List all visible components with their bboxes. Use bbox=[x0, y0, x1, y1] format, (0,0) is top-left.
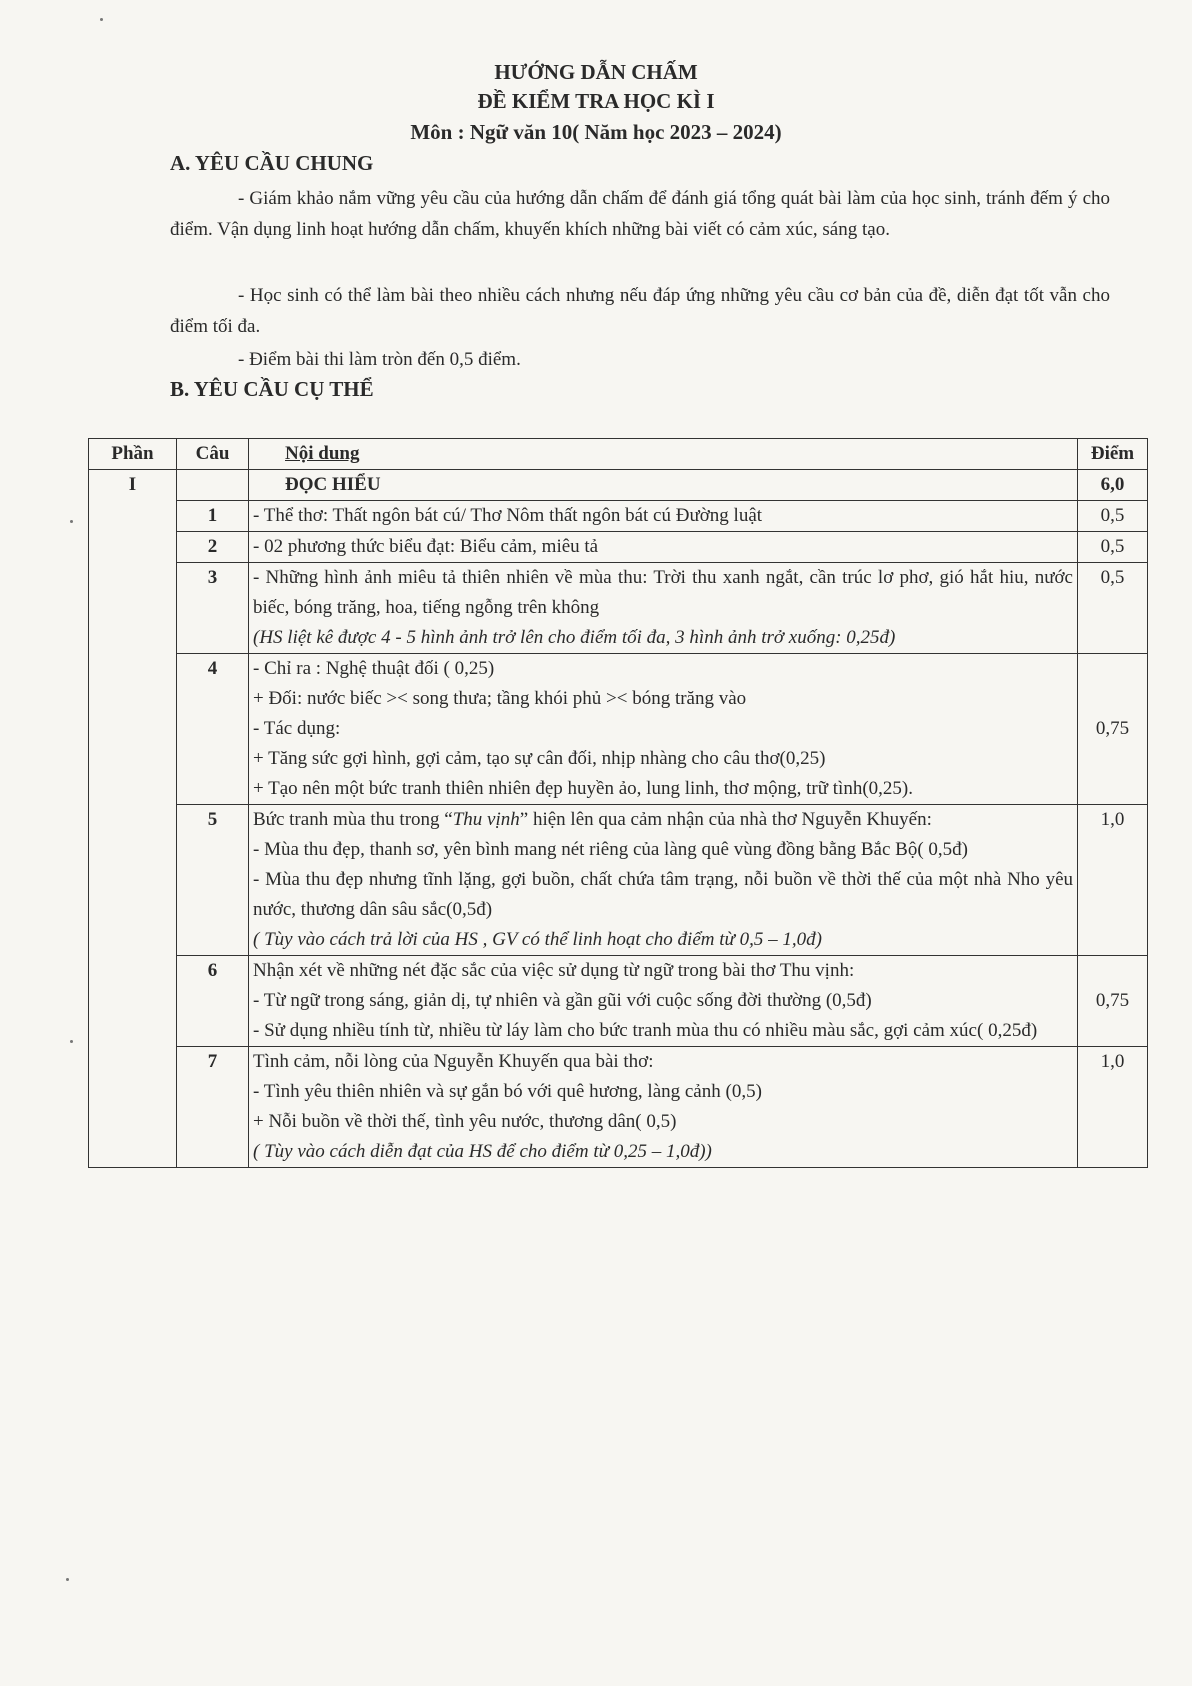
table-row bbox=[89, 532, 1148, 563]
intro-text-a: Bức tranh mùa thu trong “ bbox=[253, 809, 453, 830]
question-score: 1,0 bbox=[1078, 1047, 1148, 1168]
answer-content bbox=[249, 563, 1078, 654]
scan-speck bbox=[100, 18, 103, 21]
answer-line: + Tạo nên một bức tranh thiên nhiên đẹp huyền ảo, lung linh, thơ mộng, trữ tình(0,25). bbox=[253, 778, 913, 799]
header-diem: Điểm bbox=[1078, 439, 1148, 470]
header-phan: Phần bbox=[89, 439, 177, 470]
question-number: 1 bbox=[177, 501, 249, 532]
question-score: 0,5 bbox=[1078, 501, 1148, 532]
answer-line: + Tăng sức gợi hình, gợi cảm, tạo sự cân đối, nhịp nhàng cho câu thơ(0,25) bbox=[253, 748, 826, 769]
answer-line: - Sử dụng nhiều tính từ, nhiều từ láy làm cho bức tranh mùa thu có nhiều màu sắc, gợi cảm xúc( 0,25đ) bbox=[253, 1020, 1038, 1041]
table-row bbox=[89, 501, 1148, 532]
intro-text-b: ” hiện lên qua cảm nhận của nhà thơ Nguyễn Khuyến: bbox=[519, 809, 932, 830]
answer-content bbox=[249, 1047, 1078, 1168]
poem-title: Thu vịnh bbox=[452, 809, 520, 830]
answer-line: - Tình yêu thiên nhiên và sự gắn bó với quê hương, làng cảnh (0,5) bbox=[253, 1081, 762, 1102]
answer-line: - Mùa thu đẹp nhưng tĩnh lặng, gợi buồn, chất chứa tâm trạng, nỗi buồn về thời thế của một nhà Nho yêu nước, thương dân sâu sắc(0,5đ) bbox=[253, 869, 1073, 920]
answer-line: - Mùa thu đẹp, thanh sơ, yên bình mang nét riêng của làng quê vùng đồng bằng Bắc Bộ( 0,5đ) bbox=[253, 839, 969, 860]
doc-subtitle: ĐỀ KIỂM TRA HỌC KÌ I bbox=[477, 89, 715, 113]
answer-line: Nhận xét về những nét đặc sắc của việc sử dụng từ ngữ trong bài thơ Thu vịnh: bbox=[253, 960, 855, 981]
section-a-paragraph-2: - Học sinh có thể làm bài theo nhiều cách nhưng nếu đáp ứng những yêu cầu cơ bản của đề, diễn đạt tốt vẫn cho điểm tối đa. bbox=[170, 285, 1110, 337]
answer-line: - 02 phương thức biểu đạt: Biểu cảm, miêu tả bbox=[253, 536, 599, 557]
question-number: 3 bbox=[177, 563, 249, 654]
grading-note: ( Tùy vào cách diễn đạt của HS để cho điểm từ 0,25 – 1,0đ)) bbox=[253, 1141, 712, 1162]
section-title: ĐỌC HIỂU bbox=[249, 470, 1078, 501]
answer-line: - Từ ngữ trong sáng, giản dị, tự nhiên và gần gũi với cuộc sống đời thường (0,5đ) bbox=[253, 990, 872, 1011]
scan-speck bbox=[70, 520, 73, 523]
table-row bbox=[89, 956, 1148, 1047]
section-a-paragraph-3: - Điểm bài thi làm tròn đến 0,5 điểm. bbox=[238, 349, 521, 370]
answer-line: + Đối: nước biếc >< song thưa; tầng khói phủ >< bóng trăng vào bbox=[253, 688, 747, 709]
table-row bbox=[89, 805, 1148, 956]
doc-subject: Môn : Ngữ văn 10( Năm học 2023 – 2024) bbox=[410, 120, 782, 144]
section-score: 6,0 bbox=[1078, 470, 1148, 501]
section-b-heading: B. YÊU CẦU CỤ THỂ bbox=[170, 377, 374, 401]
question-number: 6 bbox=[177, 956, 249, 1047]
question-score: 0,75 bbox=[1078, 956, 1148, 1047]
table-row-section bbox=[89, 470, 1148, 501]
header-noidung: Nội dung bbox=[249, 439, 1078, 470]
question-score: 1,0 bbox=[1078, 805, 1148, 956]
empty-cell bbox=[177, 470, 249, 501]
doc-title: HƯỚNG DẪN CHẤM bbox=[494, 60, 698, 84]
scan-speck bbox=[70, 1040, 73, 1043]
grading-note: (HS liệt kê được 4 - 5 hình ảnh trở lên cho điểm tối đa, 3 hình ảnh trở xuống: 0,25đ) bbox=[253, 627, 896, 648]
table-row bbox=[89, 563, 1148, 654]
answer-line: + Nỗi buồn về thời thế, tình yêu nước, thương dân( 0,5) bbox=[253, 1111, 677, 1132]
answer-content bbox=[249, 805, 1078, 956]
question-number: 4 bbox=[177, 654, 249, 805]
answer-line: Tình cảm, nỗi lòng của Nguyễn Khuyến qua bài thơ: bbox=[253, 1051, 654, 1072]
section-a-paragraph-1: - Giám khảo nắm vững yêu cầu của hướng dẫn chấm để đánh giá tổng quát bài làm của học sinh, tránh đếm ý cho điểm. Vận dụng linh hoạt hướng dẫn chấm, khuyến khích những bài viết có cảm xúc, sáng tạo. bbox=[170, 188, 1110, 240]
answer-line: - Tác dụng: bbox=[253, 718, 341, 739]
question-number: 7 bbox=[177, 1047, 249, 1168]
table-header-row bbox=[89, 439, 1148, 470]
answer-content bbox=[249, 501, 1078, 532]
scan-speck bbox=[66, 1578, 69, 1581]
answer-line: - Chỉ ra : Nghệ thuật đối ( 0,25) bbox=[253, 658, 495, 679]
answer-line: - Thể thơ: Thất ngôn bát cú/ Thơ Nôm thất ngôn bát cú Đường luật bbox=[253, 505, 763, 526]
question-number: 5 bbox=[177, 805, 249, 956]
answer-content bbox=[249, 956, 1078, 1047]
table-row bbox=[89, 654, 1148, 805]
table-row bbox=[89, 1047, 1148, 1168]
grading-note: ( Tùy vào cách trả lời của HS , GV có thể linh hoạt cho điểm từ 0,5 – 1,0đ) bbox=[253, 929, 822, 950]
question-score: 0,5 bbox=[1078, 532, 1148, 563]
question-number: 2 bbox=[177, 532, 249, 563]
question-score: 0,5 bbox=[1078, 563, 1148, 654]
answer-line: - Những hình ảnh miêu tả thiên nhiên về mùa thu: Trời thu xanh ngắt, cần trúc lơ phơ, gió hắt hiu, nước biếc, bóng trăng, hoa, tiếng ngỗng trên không bbox=[253, 567, 1073, 618]
grading-table bbox=[88, 438, 1148, 1168]
header-cau: Câu bbox=[177, 439, 249, 470]
answer-content bbox=[249, 654, 1078, 805]
answer-intro bbox=[253, 805, 1073, 835]
part-label: I bbox=[89, 470, 177, 1168]
section-a-heading: A. YÊU CẦU CHUNG bbox=[170, 151, 374, 175]
question-score: 0,75 bbox=[1078, 654, 1148, 805]
answer-content bbox=[249, 532, 1078, 563]
